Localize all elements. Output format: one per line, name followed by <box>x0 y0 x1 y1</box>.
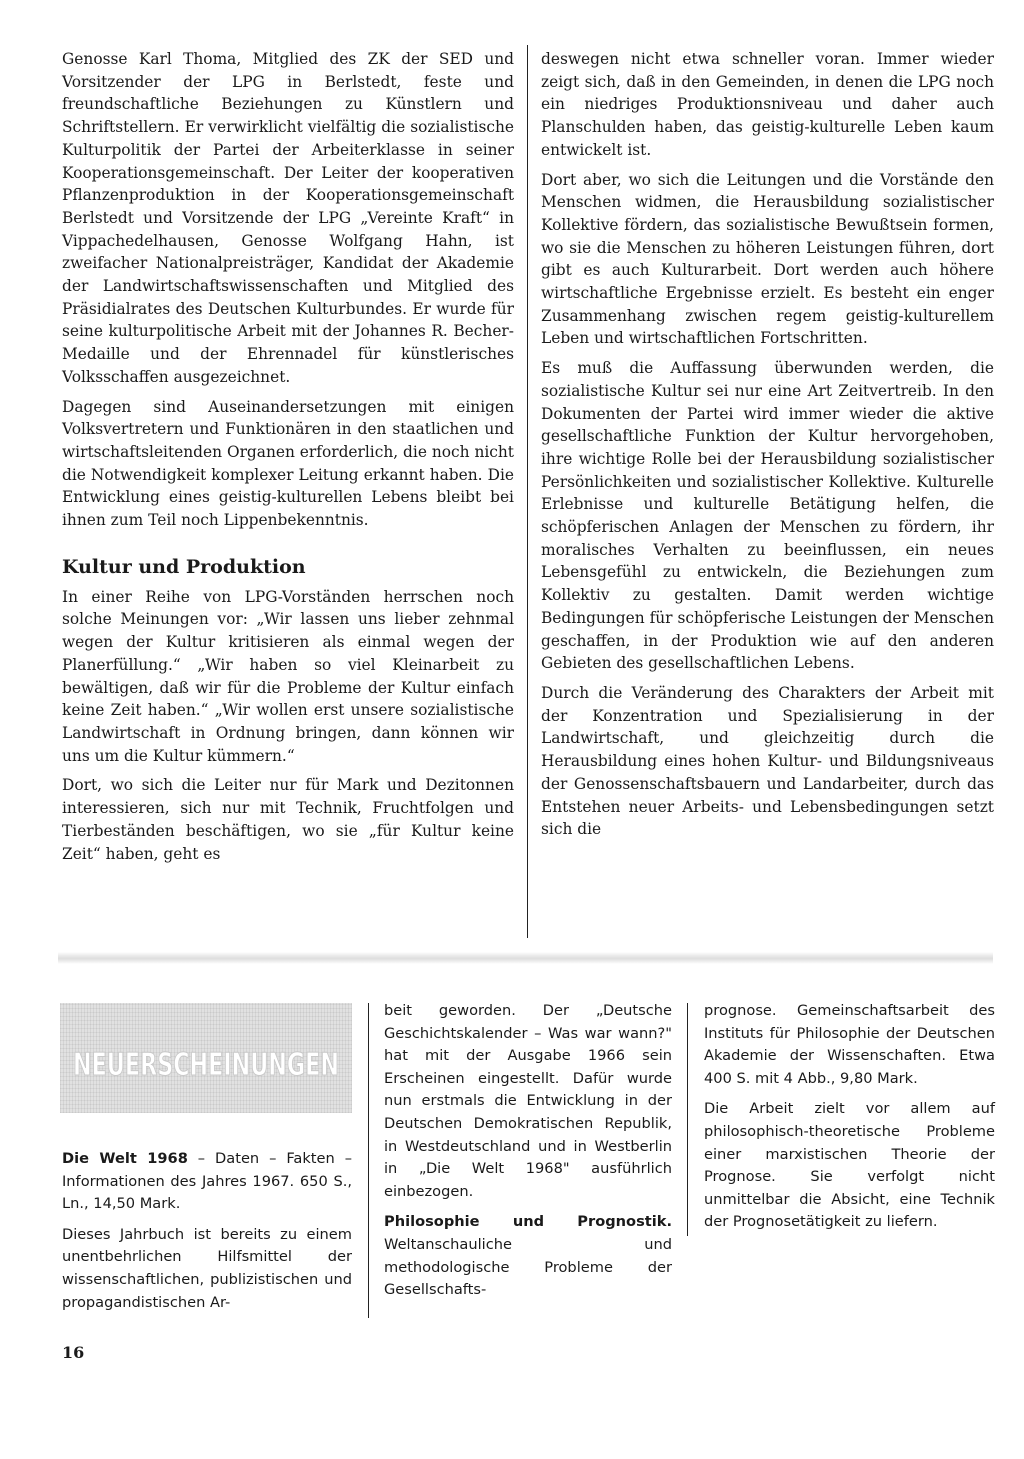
paragraph: Dort aber, wo sich die Leitungen und die Vorstände den Menschen widmen, die Herausbildung sozialistischer Kollektive fördern, das sozialistische Bewußtsein formen, wo sie die Menschen zu höheren Leistungen führen, dort gibt es auch Kulturarbeit. Dort werden auch höhere wirtschaftliche Ergebnisse erzielt. Es besteht ein enger Zusammenhang zwischen regem geistig-kulturellem Leben und wirtschaftlichen Fortschritten. <box>541 170 994 348</box>
column-divider <box>368 1003 369 1318</box>
review-column-2 <box>384 1000 672 1310</box>
paragraph: Durch die Veränderung des Charakters der Arbeit mit der Konzentration und Spezialisierung in der Landwirtschaft, und gleichzeitig durch die Herausbildung eines hohen Kultur- und Bildungsniveaus der Genossenschaftsbauern und Landarbeiter, durch das Entstehen neuer Arbeits- und Lebensbedingungen setzt sich die <box>541 683 994 839</box>
article-column-left <box>62 48 514 872</box>
paragraph: Dort, wo sich die Leiter nur für Mark und Dezitonnen interessieren, sich nur mit Technik, Fruchtfolgen und Tierbeständen beschäftigen, wo sie „für Kultur keine Zeit“ haben, geht es <box>62 776 514 863</box>
page-number: 16 <box>62 1343 85 1362</box>
review-entry-header <box>62 1148 352 1216</box>
paragraph: deswegen nicht etwa schneller voran. Immer wieder zeigt sich, daß in den Gemeinden, in denen die LPG noch ein niedriges Produktionsniveau und daher auch Planschulden haben, das geistig-kulturelle Leben kaum entwickelt ist. <box>541 50 994 159</box>
book-title: Die Welt 1968 <box>62 1150 188 1167</box>
section-logo <box>60 1003 352 1113</box>
review-column-3 <box>704 1000 995 1242</box>
article-column-right <box>541 48 994 848</box>
paragraph: Genosse Karl Thoma, Mitglied des ZK der SED und Vorsitzender der LPG in Berlstedt, feste und freundschaftliche Beziehungen zu Künstlern und Schriftstellern. Er verwirklicht vielfältig die sozialistische Kulturpolitik der Partei der Arbeiterklasse in seiner Kooperationsgemeinschaft. Der Leiter der kooperativen Pflanzenproduktion in der Kooperationsgemeinschaft Berlstedt und Vorsitzende der LPG „Vereinte Kraft“ in Vippachedelhausen, Genosse Wolfgang Hahn, ist zweifacher Nationalpreisträger, Kandidat der Akademie der Landwirtschaftswissenschaften und Mitglied des Präsidialrates des Deutschen Kulturbundes. Er wurde für seine kulturpolitische Arbeit mit der Johannes R. Becher-Medaille und der Ehrennadel für künstlerisches Volksschaffen ausgezeichnet. <box>62 50 514 386</box>
paragraph: Die Arbeit zielt vor allem auf philosophisch-theoretische Probleme einer marxistischen Theorie der Prognose. Sie verfolgt nicht unmittelbar die Absicht, eine Technik der Prognosetätigkeit zu liefern. <box>704 1100 995 1231</box>
logo-text: NEUERSCHEINUNGEN <box>73 1047 339 1083</box>
paragraph: beit geworden. Der „Deutsche Geschichtskalender – Was war wann?" hat mit der Ausgabe 1966 sein Erscheinen eingestellt. Dafür wurde nun erstmals die Entwicklung in der Deutschen Demokratischen Republik, in Westdeutschland und in Westberlin in „Die Welt 1968" ausführlich einbezogen. <box>384 1002 672 1200</box>
book-details: – Daten – Fakten – Informationen des Jahres 1967. 650 S., Ln., 14,50 Mark. <box>62 1150 352 1213</box>
section-separator-band <box>58 952 993 964</box>
paragraph: Dagegen sind Auseinandersetzungen mit einigen Volksvertretern und Funktionären in den staatlichen und wirtschaftsleitenden Organen erforderlich, die noch nicht die Notwendigkeit komplexer Leitung erkannt haben. Die Entwicklung eines geistig-kulturellen Lebens bleibt bei ihnen zum Teil noch Lippenbekenntnis. <box>62 397 514 530</box>
review-column-1 <box>62 1148 352 1322</box>
paragraph: In einer Reihe von LPG-Vorständen herrschen noch solche Meinungen vor: „Wir lassen uns lieber zehnmal wegen der Kultur kritisieren als einmal wegen der Planerfüllung.“ „Wir haben so viel Kleinarbeit zu bewältigen, daß wir für die Probleme der Kultur einfach keine Zeit haben.“ „Wir wollen erst unsere sozialistische Landwirtschaft in Ordnung bringen, dann können wir uns um die Kultur kümmern.“ <box>62 587 514 765</box>
paragraph: prognose. Gemeinschaftsarbeit des Instituts für Philosophie der Deutschen Akademie der Wissenschaften. Etwa 400 S. mit 4 Abb., 9,80 Mark. <box>704 1002 995 1087</box>
book-title: Philosophie und Prognostik. <box>384 1213 672 1231</box>
section-heading: Kultur und Produktion <box>62 555 306 578</box>
review-entry-header <box>384 1211 672 1301</box>
paragraph: Es muß die Auffassung überwunden werden, die sozialistische Kultur sei nur eine Art Zeitvertreib. In den Dokumenten der Partei wird immer wieder die aktive gesellschaftliche Funktion der Kultur hervorgehoben, ihre wichtige Rolle bei der Herausbildung sozialistischer Persönlichkeiten und sozialistischer Kollektive. Kulturelle Erlebnisse und kulturelle Betätigung helfen, die schöpferischen Anlagen der Menschen zu fördern, ihr moralisches Verhalten zu beeinflussen, ein neues Lebensgefühl zu entwickeln, die Beziehungen zum Kollektiv zu gestalten. Damit werden wichtige Bedingungen für schöpferische Leistungen der Menschen geschaffen, in der Produktion wie auf den anderen Gebieten des gesellschaftlichen Lebens. <box>541 359 994 673</box>
logo-graphic <box>60 1003 352 1113</box>
column-divider <box>687 1003 688 1236</box>
paragraph: Dieses Jahrbuch ist bereits zu einem unentbehrlichen Hilfsmittel der wissenschaftlichen, publizistischen und propagandistischen Ar- <box>62 1225 352 1311</box>
column-divider <box>527 45 528 938</box>
book-details: Weltanschauliche und methodologische Probleme der Gesellschafts- <box>384 1235 672 1299</box>
